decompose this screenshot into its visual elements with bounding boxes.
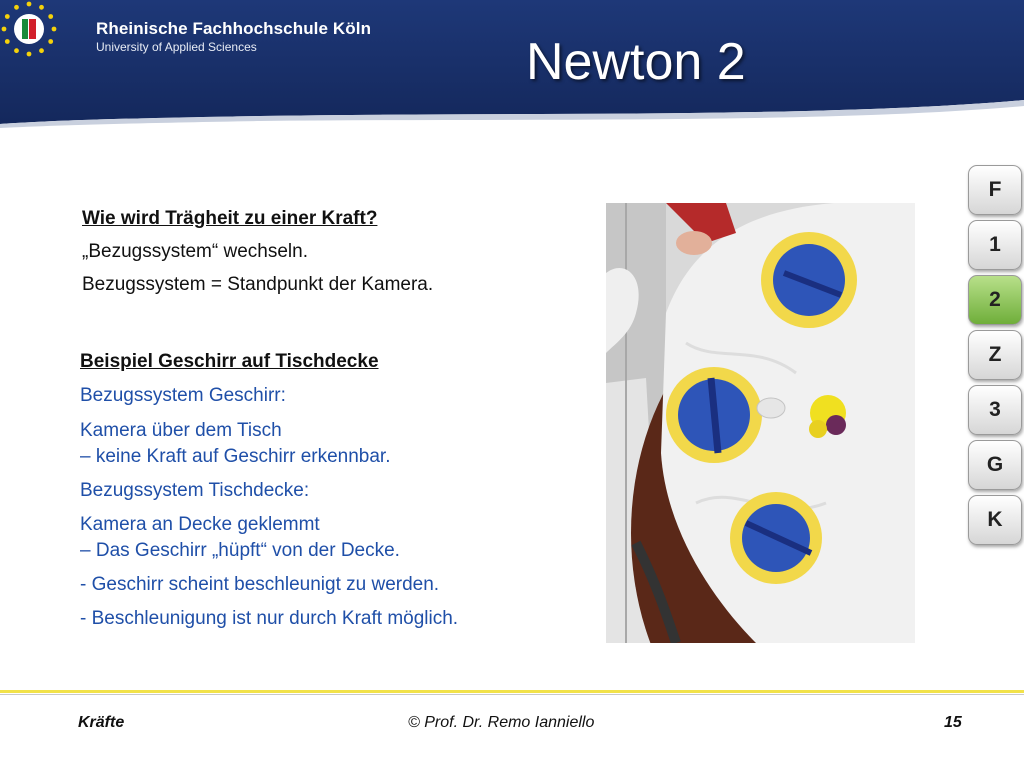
text-line: – keine Kraft auf Geschirr erkennbar. (80, 446, 391, 467)
table-photo (606, 203, 915, 643)
text-line: - Geschirr scheint beschleunigt zu werden. (80, 574, 440, 595)
footer-author: © Prof. Dr. Remo Ianniello (408, 714, 595, 731)
example-heading: Beispiel Geschirr auf Tischdecke (80, 351, 379, 372)
institution-subtitle: University of Applied Sciences (96, 40, 257, 54)
plate-middle (666, 367, 762, 463)
nav-tab-2-active[interactable]: 2 (968, 275, 1022, 325)
question-heading: Wie wird Trägheit zu einer Kraft? (82, 208, 378, 229)
plate-top (761, 232, 857, 328)
nav-tab-k[interactable]: K (968, 495, 1022, 545)
footer-topic: Kräfte (78, 714, 125, 731)
nav-tab-1[interactable]: 1 (968, 220, 1022, 270)
institution-name: Rheinische Fachhochschule Köln (96, 19, 372, 38)
page-number: 15 (944, 714, 962, 731)
text-line: Kamera über dem Tisch (80, 420, 282, 441)
text-line: - Beschleunigung ist nur durch Kraft möglich. (80, 608, 459, 629)
text-line: Bezugssystem Tischdecke: (80, 480, 310, 501)
text-line: – Das Geschirr „hüpft“ von der Decke. (80, 540, 400, 561)
nav-tab-g[interactable]: G (968, 440, 1022, 490)
nav-tab-f[interactable]: F (968, 165, 1022, 215)
rfh-logo-icon (0, 0, 58, 58)
plate-bottom (730, 492, 822, 584)
slide-title: Newton 2 (526, 33, 746, 91)
footer-divider (0, 690, 1024, 693)
text-line: „Bezugssystem“ wechseln. (82, 241, 308, 262)
text-line: Bezugssystem = Standpunkt der Kamera. (82, 274, 434, 295)
nav-tab-3[interactable]: 3 (968, 385, 1022, 435)
footer-divider-shadow (0, 694, 1024, 695)
nav-tab-z[interactable]: Z (968, 330, 1022, 380)
text-line: Kamera an Decke geklemmt (80, 514, 320, 535)
text-line: Bezugssystem Geschirr: (80, 385, 286, 406)
slide-header (0, 0, 1024, 128)
